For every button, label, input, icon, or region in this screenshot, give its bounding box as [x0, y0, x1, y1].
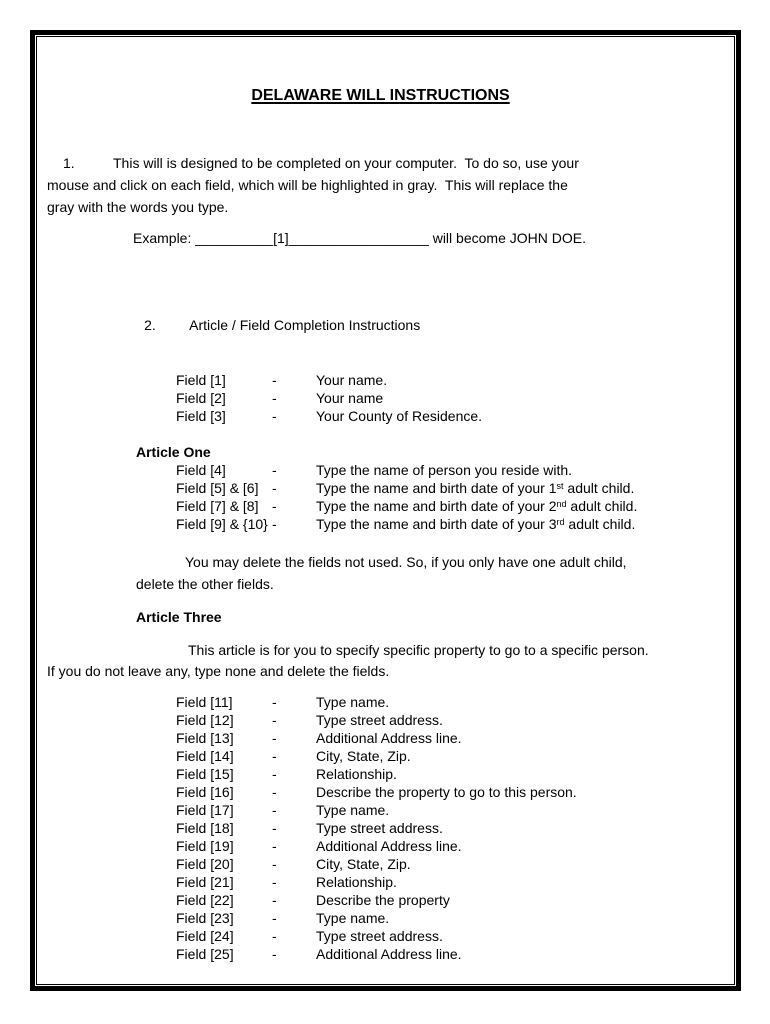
- general-field-list: [47, 371, 714, 425]
- article-one-heading: Article One: [136, 444, 211, 460]
- paragraph-number: 1.: [63, 155, 75, 171]
- field-dash: -: [272, 820, 277, 836]
- field-row: [47, 819, 714, 837]
- field-label-cell: [176, 855, 316, 873]
- field-description: Type the name and birth date of your 1st adult child.: [316, 480, 635, 496]
- field-dash: -: [272, 390, 277, 406]
- field-row: [47, 479, 714, 497]
- field-dash: -: [272, 748, 277, 764]
- field-label-cell: [176, 891, 316, 909]
- field-row: [47, 711, 714, 729]
- field-row: [47, 515, 714, 533]
- field-row: [47, 747, 714, 765]
- document-content: [36, 36, 735, 985]
- field-description: Your name.: [316, 372, 388, 388]
- document-title: DELAWARE WILL INSTRUCTIONS: [251, 87, 510, 104]
- field-label: Field [22]: [176, 892, 234, 908]
- field-label: Field [11]: [176, 694, 233, 710]
- field-label-cell: [176, 927, 316, 945]
- text-line: mouse and click on each field, which will be highlighted in gray. This will replace the: [47, 177, 568, 193]
- field-label: Field [24]: [176, 928, 234, 944]
- field-dash: -: [272, 784, 277, 800]
- field-dash: -: [272, 480, 277, 496]
- field-dash: -: [272, 892, 277, 908]
- field-label-cell: [176, 497, 316, 515]
- text-line: This article is for you to specify specific property to go to a specific person.: [188, 642, 649, 658]
- field-row: [47, 855, 714, 873]
- intro-paragraph: [47, 152, 714, 218]
- field-description: Type name.: [316, 694, 390, 710]
- field-label-cell: [176, 873, 316, 891]
- field-label-cell: [176, 909, 316, 927]
- field-description: Type name.: [316, 802, 390, 818]
- field-label-cell: [176, 801, 316, 819]
- field-label: Field [18]: [176, 820, 234, 836]
- article-one-field-list: [47, 461, 714, 533]
- field-row: [47, 693, 714, 711]
- field-label: Field [14]: [176, 748, 234, 764]
- field-label: Field [17]: [176, 802, 234, 818]
- field-row: [47, 945, 714, 963]
- field-label: Field [5] & [6]: [176, 480, 259, 496]
- field-description: Describe the property: [316, 892, 450, 908]
- field-dash: -: [272, 928, 277, 944]
- field-dash: -: [272, 946, 277, 962]
- field-label: Field [3]: [176, 408, 226, 424]
- field-label-cell: [176, 407, 316, 425]
- field-label: Field [15]: [176, 766, 234, 782]
- field-description: Type street address.: [316, 928, 443, 944]
- field-label: Field [19]: [176, 838, 234, 854]
- field-label: Field [23]: [176, 910, 234, 926]
- field-row: [47, 783, 714, 801]
- field-description: Relationship.: [316, 874, 397, 890]
- field-description: Your County of Residence.: [316, 408, 483, 424]
- field-dash: -: [272, 712, 277, 728]
- field-dash: -: [272, 766, 277, 782]
- section-2-heading: [47, 292, 714, 358]
- field-dash: -: [272, 856, 277, 872]
- ordinal-suffix: rd: [556, 517, 565, 527]
- text-line: If you do not leave any, type none and delete the fields.: [47, 663, 390, 679]
- article-three-paragraph: [47, 640, 714, 682]
- field-dash: -: [272, 838, 277, 854]
- field-description: Type name.: [316, 910, 390, 926]
- field-label: Field [1]: [176, 372, 226, 388]
- field-label-cell: [176, 837, 316, 855]
- text-line: [47, 152, 714, 174]
- field-description: Additional Address line.: [316, 946, 462, 962]
- article-three-field-list: [47, 693, 714, 963]
- field-description: City, State, Zip.: [316, 856, 411, 872]
- field-label: Field [16]: [176, 784, 234, 800]
- field-description: City, State, Zip.: [316, 748, 411, 764]
- field-label: Field [2]: [176, 390, 226, 406]
- field-label-cell: [176, 819, 316, 837]
- field-label-cell: [176, 765, 316, 783]
- field-label: Field [9] & {10}: [176, 516, 268, 532]
- field-description: Type the name and birth date of your 2nd adult child.: [316, 498, 638, 514]
- field-label-cell: [176, 729, 316, 747]
- section-heading-text: Article / Field Completion Instructions: [189, 317, 421, 333]
- field-label-cell: [176, 389, 316, 407]
- field-label: Field [12]: [176, 712, 234, 728]
- field-dash: -: [272, 372, 277, 388]
- field-label: Field [4]: [176, 462, 226, 478]
- field-label-cell: [176, 371, 316, 389]
- field-dash: -: [272, 694, 277, 710]
- field-row: [47, 461, 714, 479]
- field-dash: -: [272, 874, 277, 890]
- field-label: Field [25]: [176, 946, 234, 962]
- field-row: [47, 801, 714, 819]
- field-dash: -: [272, 516, 277, 532]
- field-row: [47, 389, 714, 407]
- field-description: Additional Address line.: [316, 730, 462, 746]
- field-description: Relationship.: [316, 766, 397, 782]
- field-row: [47, 765, 714, 783]
- article-three-heading: Article Three: [136, 609, 222, 625]
- text-line: gray with the words you type.: [47, 199, 229, 215]
- field-label: Field [21]: [176, 874, 234, 890]
- field-label-cell: [176, 479, 316, 497]
- field-description: Describe the property to go to this person.: [316, 784, 577, 800]
- field-label: Field [20]: [176, 856, 234, 872]
- field-dash: -: [272, 462, 277, 478]
- field-dash: -: [272, 408, 277, 424]
- field-label-cell: [176, 711, 316, 729]
- section-number: 2.: [144, 317, 156, 333]
- document-border: [30, 30, 741, 991]
- example-line: Example: __________[1]__________________ will become JOHN DOE.: [133, 230, 586, 246]
- field-label-cell: [176, 461, 316, 479]
- field-label-cell: [176, 783, 316, 801]
- field-row: [47, 927, 714, 945]
- text-line: delete the other fields.: [136, 576, 274, 592]
- field-label-cell: [176, 945, 316, 963]
- field-description: Type street address.: [316, 712, 443, 728]
- field-label-cell: [176, 515, 316, 533]
- field-description: Additional Address line.: [316, 838, 462, 854]
- field-dash: -: [272, 802, 277, 818]
- field-description: Type street address.: [316, 820, 443, 836]
- text-line: You may delete the fields not used. So, if you only have one adult child,: [185, 554, 627, 570]
- field-label: Field [7] & [8]: [176, 498, 259, 514]
- field-dash: -: [272, 730, 277, 746]
- field-label-cell: [176, 747, 316, 765]
- field-row: [47, 873, 714, 891]
- field-dash: -: [272, 498, 277, 514]
- field-row: [47, 371, 714, 389]
- ordinal-suffix: st: [556, 481, 564, 491]
- field-description: Type the name of person you reside with.: [316, 462, 573, 478]
- field-row: [47, 407, 714, 425]
- field-row: [47, 891, 714, 909]
- paragraph-text: This will is designed to be completed on your computer. To do so, use your: [113, 155, 579, 171]
- field-description: Type the name and birth date of your 3rd adult child.: [316, 516, 636, 532]
- field-row: [47, 729, 714, 747]
- delete-note-paragraph: [47, 551, 714, 595]
- field-label: Field [13]: [176, 730, 234, 746]
- field-row: [47, 837, 714, 855]
- field-row: [47, 497, 714, 515]
- field-row: [47, 909, 714, 927]
- field-label-cell: [176, 693, 316, 711]
- ordinal-suffix: nd: [556, 499, 567, 509]
- field-description: Your name: [316, 390, 384, 406]
- field-dash: -: [272, 910, 277, 926]
